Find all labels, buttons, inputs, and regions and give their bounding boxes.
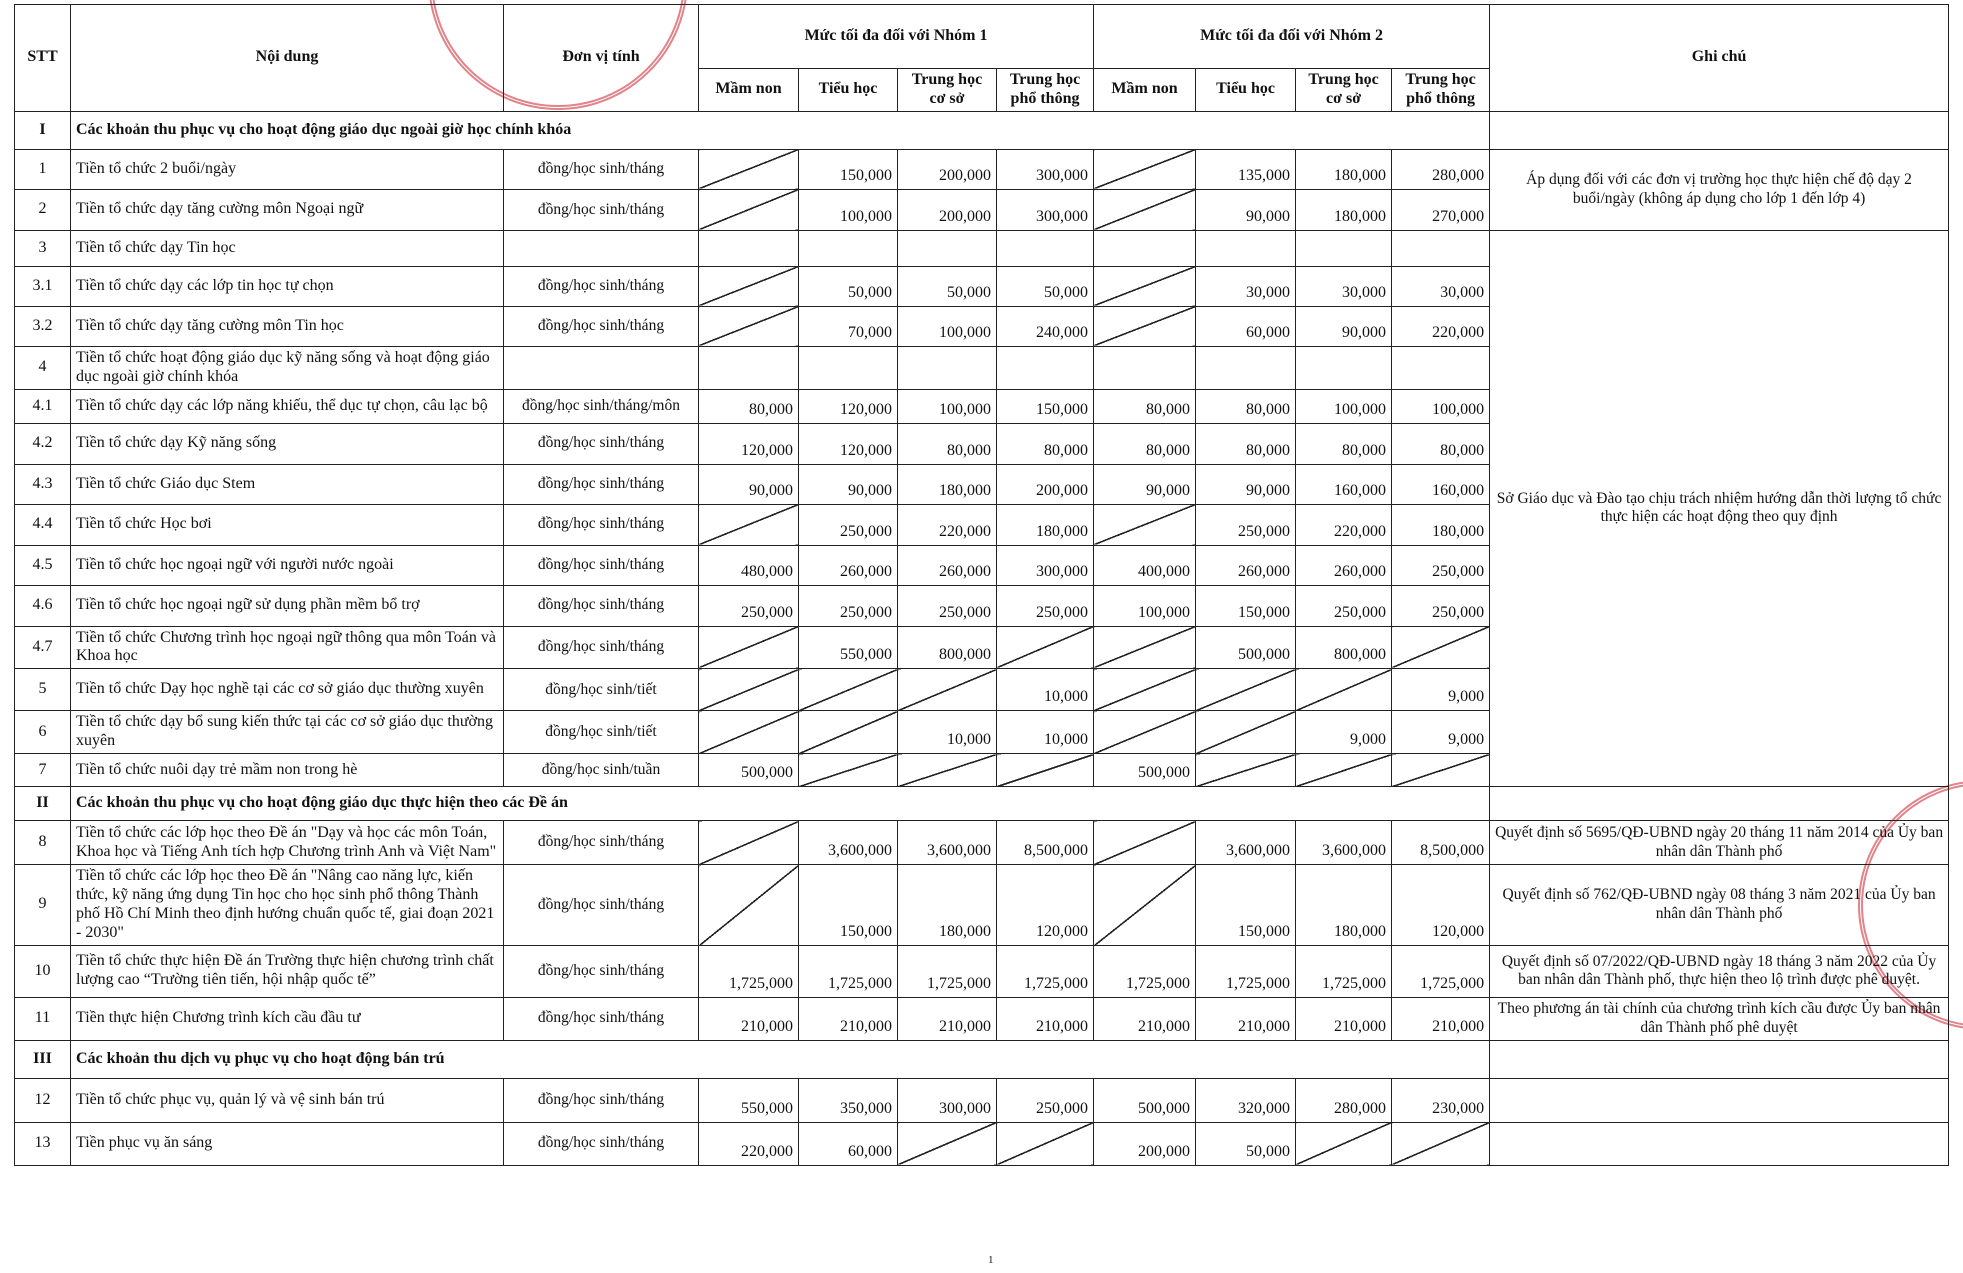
row-content: Tiền tổ chức các lớp học theo Đề án "Nâng cao năng lực, kiến thức, kỹ năng ứng dụng Tin học cho học sinh phổ thông Thành phố Hồ Chí Minh theo định hướng chuẩn quốc tế, giai đoạn 2021 - 2030" [71,865,504,946]
value-cell: 260,000 [1196,545,1296,585]
value-cell: 250,000 [1196,504,1296,545]
value-cell: 3,600,000 [799,821,898,865]
row-stt: 4 [15,346,71,389]
row-unit: đồng/học sinh/tháng/môn [504,389,699,423]
not-applicable-cell [1392,1122,1490,1165]
header-stt: STT [15,5,71,112]
not-applicable-cell [1296,669,1392,711]
not-applicable-cell [699,711,799,754]
not-applicable-cell [1094,306,1196,346]
value-cell: 300,000 [997,189,1094,230]
value-cell: 120,000 [997,865,1094,946]
value-cell: 80,000 [1196,423,1296,464]
row-stt: 5 [15,669,71,711]
value-cell: 250,000 [799,585,898,626]
value-cell: 9,000 [1392,711,1490,754]
section-note-cell [1490,1040,1949,1078]
row-unit: đồng/học sinh/tháng [504,149,699,189]
not-applicable-cell [1094,865,1196,946]
value-cell: 60,000 [1196,306,1296,346]
value-cell: 480,000 [699,545,799,585]
value-cell: 200,000 [997,464,1094,504]
row-stt: 1 [15,149,71,189]
value-cell: 210,000 [1196,997,1296,1040]
value-cell: 80,000 [1296,423,1392,464]
value-cell [1296,230,1392,266]
value-cell: 10,000 [997,711,1094,754]
section-stt: III [15,1040,71,1078]
value-cell: 210,000 [799,997,898,1040]
not-applicable-cell [1094,821,1196,865]
note-cell: Theo phương án tài chính của chương trình kích cầu được Ủy ban nhân dân Thành phố phê duyệt [1490,997,1949,1040]
value-cell: 260,000 [898,545,997,585]
value-cell: 90,000 [799,464,898,504]
not-applicable-cell [898,669,997,711]
value-cell: 3,600,000 [1296,821,1392,865]
row-stt: 2 [15,189,71,230]
value-cell: 90,000 [1094,464,1196,504]
not-applicable-cell [799,669,898,711]
row-stt: 4.2 [15,423,71,464]
section-title: Các khoản thu phục vụ cho hoạt động giáo dục thực hiện theo các Đề án [71,787,1490,821]
value-cell: 1,725,000 [699,945,799,997]
value-cell: 60,000 [799,1122,898,1165]
not-applicable-cell [1196,669,1296,711]
row-stt: 13 [15,1122,71,1165]
value-cell: 300,000 [997,545,1094,585]
row-unit: đồng/học sinh/tháng [504,464,699,504]
row-unit: đồng/học sinh/tháng [504,423,699,464]
value-cell: 150,000 [1196,865,1296,946]
value-cell: 80,000 [1094,423,1196,464]
row-unit: đồng/học sinh/tháng [504,504,699,545]
value-cell: 280,000 [1296,1078,1392,1122]
value-cell: 120,000 [1392,865,1490,946]
row-unit [504,230,699,266]
row-unit: đồng/học sinh/tháng [504,865,699,946]
value-cell: 90,000 [1296,306,1392,346]
header-level: Trung học cơ sở [1296,69,1392,112]
value-cell: 300,000 [997,149,1094,189]
row-unit: đồng/học sinh/tháng [504,545,699,585]
row-content: Tiền tổ chức phục vụ, quản lý và vệ sinh bán trú [71,1078,504,1122]
not-applicable-cell [997,626,1094,669]
not-applicable-cell [799,711,898,754]
row-stt: 9 [15,865,71,946]
not-applicable-cell [699,669,799,711]
value-cell: 500,000 [1196,626,1296,669]
value-cell: 260,000 [1296,545,1392,585]
value-cell: 160,000 [1392,464,1490,504]
value-cell [699,230,799,266]
value-cell: 250,000 [699,585,799,626]
value-cell: 220,000 [898,504,997,545]
row-content: Tiền tổ chức dạy tăng cường môn Ngoại ngữ [71,189,504,230]
not-applicable-cell [1094,711,1196,754]
value-cell: 200,000 [898,149,997,189]
value-cell: 120,000 [799,389,898,423]
row-stt: 3 [15,230,71,266]
row-content: Tiền tổ chức Giáo dục Stem [71,464,504,504]
header-level: Mầm non [1094,69,1196,112]
row-stt: 4.7 [15,626,71,669]
row-content: Tiền tổ chức dạy tăng cường môn Tin học [71,306,504,346]
row-unit: đồng/học sinh/tiết [504,711,699,754]
value-cell: 270,000 [1392,189,1490,230]
header-level: Tiểu học [1196,69,1296,112]
row-stt: 3.1 [15,266,71,306]
row-content: Tiền tổ chức Dạy học nghề tại các cơ sở giáo dục thường xuyên [71,669,504,711]
value-cell: 320,000 [1196,1078,1296,1122]
row-stt: 4.3 [15,464,71,504]
table-row [15,1078,1949,1122]
value-cell: 10,000 [898,711,997,754]
value-cell: 8,500,000 [997,821,1094,865]
value-cell: 500,000 [1094,754,1196,787]
not-applicable-cell [699,626,799,669]
value-cell: 100,000 [1392,389,1490,423]
value-cell: 1,725,000 [1196,945,1296,997]
value-cell: 80,000 [1094,389,1196,423]
value-cell: 180,000 [898,865,997,946]
not-applicable-cell [699,149,799,189]
value-cell: 80,000 [898,423,997,464]
row-stt: 7 [15,754,71,787]
empty-note-cell [1490,1122,1949,1165]
not-applicable-cell [898,1122,997,1165]
not-applicable-cell [699,306,799,346]
value-cell: 80,000 [1392,423,1490,464]
row-stt: 3.2 [15,306,71,346]
value-cell: 30,000 [1392,266,1490,306]
value-cell: 210,000 [1392,997,1490,1040]
value-cell: 250,000 [1392,585,1490,626]
value-cell: 160,000 [1296,464,1392,504]
value-cell: 400,000 [1094,545,1196,585]
value-cell: 135,000 [1196,149,1296,189]
row-content: Tiền tổ chức học ngoại ngữ sử dụng phần mềm bổ trợ [71,585,504,626]
row-stt: 10 [15,945,71,997]
value-cell: 90,000 [1196,189,1296,230]
row-content: Tiền tổ chức dạy bổ sung kiến thức tại các cơ sở giáo dục thường xuyên [71,711,504,754]
header-level: Tiểu học [799,69,898,112]
page-number: 1 [988,1254,994,1266]
header-group2: Mức tối đa đối với Nhóm 2 [1094,5,1490,69]
row-unit: đồng/học sinh/tháng [504,266,699,306]
header-content: Nội dung [71,5,504,112]
not-applicable-cell [699,865,799,946]
fee-table [14,4,1949,1166]
not-applicable-cell [799,754,898,787]
value-cell: 1,725,000 [898,945,997,997]
value-cell: 200,000 [898,189,997,230]
value-cell: 280,000 [1392,149,1490,189]
not-applicable-cell [898,754,997,787]
not-applicable-cell [699,821,799,865]
row-content: Tiền tổ chức hoạt động giáo dục kỹ năng sống và hoạt động giáo dục ngoài giờ chính khóa [71,346,504,389]
value-cell: 250,000 [997,1078,1094,1122]
value-cell: 150,000 [799,865,898,946]
not-applicable-cell [1094,669,1196,711]
not-applicable-cell [1296,754,1392,787]
value-cell: 250,000 [1392,545,1490,585]
value-cell: 3,600,000 [898,821,997,865]
value-cell: 210,000 [1296,997,1392,1040]
value-cell: 210,000 [1094,997,1196,1040]
not-applicable-cell [997,754,1094,787]
value-cell: 9,000 [1296,711,1392,754]
value-cell [898,230,997,266]
table-row [15,149,1949,189]
value-cell: 200,000 [1094,1122,1196,1165]
value-cell: 30,000 [1296,266,1392,306]
not-applicable-cell [699,189,799,230]
value-cell [1094,230,1196,266]
row-unit: đồng/học sinh/tháng [504,306,699,346]
value-cell: 230,000 [1392,1078,1490,1122]
row-content: Tiền tổ chức học ngoại ngữ với người nước ngoài [71,545,504,585]
value-cell: 180,000 [997,504,1094,545]
row-unit: đồng/học sinh/tháng [504,945,699,997]
row-content: Tiền tổ chức dạy Tin học [71,230,504,266]
value-cell: 250,000 [898,585,997,626]
value-cell: 70,000 [799,306,898,346]
row-content: Tiền tổ chức 2 buổi/ngày [71,149,504,189]
not-applicable-cell [997,1122,1094,1165]
value-cell: 100,000 [898,389,997,423]
table-row [15,997,1949,1040]
note-cell: Áp dụng đối với các đơn vị trường học thực hiện chế độ dạy 2 buổi/ngày (không áp dụng cho lớp 1 đến lớp 4) [1490,149,1949,230]
header-unit: Đơn vị tính [504,5,699,112]
value-cell: 1,725,000 [1094,945,1196,997]
row-content: Tiền thực hiện Chương trình kích cầu đầu tư [71,997,504,1040]
table-row [15,821,1949,865]
row-unit: đồng/học sinh/tuần [504,754,699,787]
value-cell: 220,000 [699,1122,799,1165]
value-cell: 9,000 [1392,669,1490,711]
row-content: Tiền tổ chức nuôi dạy trẻ mầm non trong hè [71,754,504,787]
value-cell [1196,230,1296,266]
value-cell: 80,000 [1196,389,1296,423]
value-cell: 210,000 [699,997,799,1040]
row-unit: đồng/học sinh/tháng [504,1122,699,1165]
note-cell: Quyết định số 5695/QĐ-UBND ngày 20 tháng 11 năm 2014 của Ủy ban nhân dân Thành phố [1490,821,1949,865]
value-cell [898,346,997,389]
row-unit: đồng/học sinh/tháng [504,189,699,230]
value-cell [1392,346,1490,389]
not-applicable-cell [699,504,799,545]
not-applicable-cell [1094,504,1196,545]
value-cell: 180,000 [1296,149,1392,189]
row-content: Tiền tổ chức Học bơi [71,504,504,545]
table-row [15,865,1949,946]
value-cell: 180,000 [898,464,997,504]
row-stt: 4.1 [15,389,71,423]
header-level: Trung học phổ thông [1392,69,1490,112]
row-stt: 11 [15,997,71,1040]
not-applicable-cell [1094,189,1196,230]
header-note: Ghi chú [1490,5,1949,112]
value-cell: 80,000 [997,423,1094,464]
value-cell [1094,346,1196,389]
value-cell [1196,346,1296,389]
row-content: Tiền tổ chức thực hiện Đề án Trường thực hiện chương trình chất lượng cao “Trường tiên tiến, hội nhập quốc tế” [71,945,504,997]
value-cell: 50,000 [1196,1122,1296,1165]
row-stt: 4.6 [15,585,71,626]
value-cell: 550,000 [799,626,898,669]
value-cell: 240,000 [997,306,1094,346]
not-applicable-cell [1094,149,1196,189]
row-unit: đồng/học sinh/tháng [504,585,699,626]
value-cell: 550,000 [699,1078,799,1122]
note-cell: Quyết định số 07/2022/QĐ-UBND ngày 18 tháng 3 năm 2022 của Ủy ban nhân dân Thành phố, thực hiện theo lộ trình được phê duyệt. [1490,945,1949,997]
row-unit [504,346,699,389]
value-cell: 180,000 [1392,504,1490,545]
note-cell: Sở Giáo dục và Đào tạo chịu trách nhiệm hướng dẫn thời lượng tổ chức thực hiện các hoạt động theo quy định [1490,230,1949,786]
section-stt: II [15,787,71,821]
row-content: Tiền tổ chức Chương trình học ngoại ngữ thông qua môn Toán và Khoa học [71,626,504,669]
value-cell [699,346,799,389]
not-applicable-cell [1392,754,1490,787]
row-content: Tiền tổ chức dạy các lớp năng khiếu, thể dục tự chọn, câu lạc bộ [71,389,504,423]
value-cell: 500,000 [699,754,799,787]
table-row [15,230,1949,266]
row-stt: 8 [15,821,71,865]
section-note-cell [1490,787,1949,821]
section-row [15,1040,1949,1078]
header-level: Trung học phổ thông [997,69,1094,112]
not-applicable-cell [1196,711,1296,754]
value-cell: 1,725,000 [997,945,1094,997]
row-unit: đồng/học sinh/tháng [504,626,699,669]
value-cell: 90,000 [699,464,799,504]
not-applicable-cell [699,266,799,306]
section-row [15,111,1949,149]
row-content: Tiền tổ chức dạy các lớp tin học tự chọn [71,266,504,306]
row-stt: 4.5 [15,545,71,585]
row-content: Tiền tổ chức dạy Kỹ năng sống [71,423,504,464]
row-stt: 6 [15,711,71,754]
value-cell: 50,000 [997,266,1094,306]
value-cell: 180,000 [1296,865,1392,946]
value-cell [799,230,898,266]
value-cell: 800,000 [898,626,997,669]
value-cell: 100,000 [799,189,898,230]
value-cell: 1,725,000 [1392,945,1490,997]
value-cell: 180,000 [1296,189,1392,230]
row-unit: đồng/học sinh/tháng [504,997,699,1040]
section-title: Các khoản thu phục vụ cho hoạt động giáo dục ngoài giờ học chính khóa [71,111,1490,149]
value-cell: 80,000 [699,389,799,423]
value-cell: 50,000 [799,266,898,306]
note-cell: Quyết định số 762/QĐ-UBND ngày 08 tháng 3 năm 2021 của Ủy ban nhân dân Thành phố [1490,865,1949,946]
value-cell: 250,000 [997,585,1094,626]
value-cell: 100,000 [898,306,997,346]
header-group1: Mức tối đa đối với Nhóm 1 [699,5,1094,69]
value-cell [799,346,898,389]
not-applicable-cell [1196,754,1296,787]
value-cell [1392,230,1490,266]
value-cell: 30,000 [1196,266,1296,306]
value-cell: 8,500,000 [1392,821,1490,865]
value-cell [997,346,1094,389]
value-cell: 220,000 [1392,306,1490,346]
value-cell [1296,346,1392,389]
value-cell: 150,000 [799,149,898,189]
value-cell: 250,000 [1296,585,1392,626]
empty-note-cell [1490,1078,1949,1122]
value-cell: 220,000 [1296,504,1392,545]
value-cell: 300,000 [898,1078,997,1122]
row-content: Tiền phục vụ ăn sáng [71,1122,504,1165]
row-stt: 4.4 [15,504,71,545]
value-cell: 100,000 [1094,585,1196,626]
row-stt: 12 [15,1078,71,1122]
header-level: Trung học cơ sở [898,69,997,112]
table-row [15,1122,1949,1165]
row-unit: đồng/học sinh/tháng [504,1078,699,1122]
value-cell [997,230,1094,266]
value-cell: 250,000 [799,504,898,545]
row-content: Tiền tổ chức các lớp học theo Đề án "Dạy và học các môn Toán, Khoa học và Tiếng Anh tích hợp Chương trình Anh và Việt Nam" [71,821,504,865]
section-row [15,787,1949,821]
value-cell: 210,000 [997,997,1094,1040]
value-cell: 800,000 [1296,626,1392,669]
value-cell: 260,000 [799,545,898,585]
value-cell: 150,000 [1196,585,1296,626]
row-unit: đồng/học sinh/tiết [504,669,699,711]
not-applicable-cell [1296,1122,1392,1165]
row-unit: đồng/học sinh/tháng [504,821,699,865]
not-applicable-cell [1392,626,1490,669]
value-cell: 3,600,000 [1196,821,1296,865]
value-cell: 120,000 [799,423,898,464]
value-cell: 1,725,000 [799,945,898,997]
value-cell: 150,000 [997,389,1094,423]
header-level: Mầm non [699,69,799,112]
value-cell: 350,000 [799,1078,898,1122]
value-cell: 50,000 [898,266,997,306]
section-stt: I [15,111,71,149]
value-cell: 1,725,000 [1296,945,1392,997]
value-cell: 10,000 [997,669,1094,711]
value-cell: 500,000 [1094,1078,1196,1122]
not-applicable-cell [1094,626,1196,669]
section-title: Các khoản thu dịch vụ phục vụ cho hoạt động bán trú [71,1040,1490,1078]
value-cell: 100,000 [1296,389,1392,423]
not-applicable-cell [1094,266,1196,306]
section-note-cell [1490,111,1949,149]
value-cell: 90,000 [1196,464,1296,504]
table-row [15,945,1949,997]
value-cell: 210,000 [898,997,997,1040]
value-cell: 120,000 [699,423,799,464]
